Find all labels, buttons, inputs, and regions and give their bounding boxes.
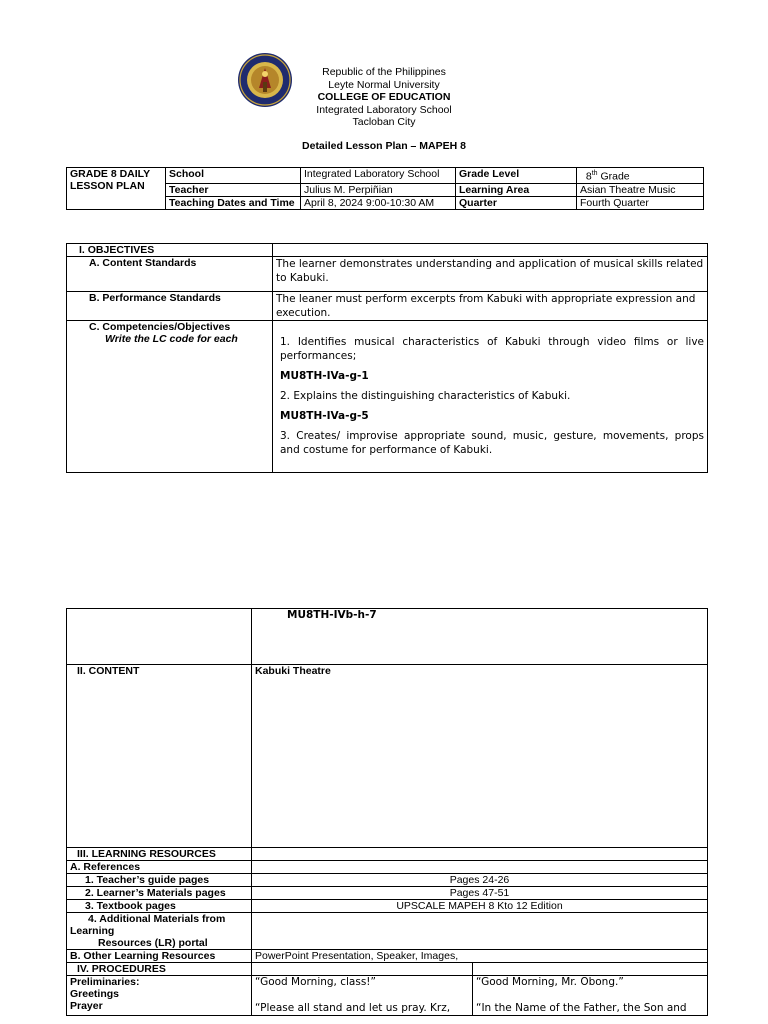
lc-code-3: MU8TH-IVb-h-7 <box>287 609 377 621</box>
references-label: A. References <box>67 861 252 874</box>
teacher-label: Teacher <box>166 183 301 196</box>
lesson-content-table <box>66 608 708 1016</box>
content-text: Kabuki Theatre <box>252 665 708 848</box>
school-value: Integrated Laboratory School <box>301 168 456 184</box>
lc-code-2: MU8TH-IVa-g-5 <box>280 410 369 422</box>
procedures-label: IV. PROCEDURES <box>67 963 252 976</box>
teachers-guide-value: Pages 24-26 <box>252 874 708 887</box>
teacher-dialogue: “Good Morning, class!” “Please all stand and let us pray. Krz, <box>252 976 473 1016</box>
student-dialogue: “Good Morning, Mr. Obong.” “In the Name of the Father, the Son and <box>473 976 708 1016</box>
quarter-value: Fourth Quarter <box>577 196 704 209</box>
dates-value: April 8, 2024 9:00-10:30 AM <box>301 196 456 209</box>
header-school: Integrated Laboratory School <box>316 103 452 116</box>
grade-label: Grade Level <box>456 168 577 184</box>
teacher-value: Julius M. Perpiñian <box>301 183 456 196</box>
grade-value: 8th Grade <box>577 168 704 184</box>
competencies-sublabel: Write the LC code for each <box>105 333 238 345</box>
performance-standards-label: B. Performance Standards <box>67 292 273 321</box>
content-standards-text: The learner demonstrates understanding and application of musical skills related to Kabuki. <box>273 257 708 292</box>
learners-materials-value: Pages 47-51 <box>252 887 708 900</box>
competencies-text <box>273 321 708 473</box>
learners-materials-label: 2. Learner’s Materials pages <box>67 887 252 900</box>
dates-label: Teaching Dates and Time <box>166 196 301 209</box>
area-label: Learning Area <box>456 183 577 196</box>
lc-code-1: MU8TH-IVa-g-1 <box>280 370 369 382</box>
additional-materials-label: 4. Additional Materials from Learning Resources (LR) portal <box>67 913 252 950</box>
preliminaries-label: Preliminaries: Greetings Prayer <box>67 976 252 1016</box>
objectives-table <box>66 243 708 473</box>
quarter-label: Quarter <box>456 196 577 209</box>
content-standards-label: A. Content Standards <box>67 257 273 292</box>
performance-standards-text: The leaner must perform excerpts from Kabuki with appropriate expression and execution. <box>273 292 708 321</box>
other-resources-value: PowerPoint Presentation, Speaker, Images, <box>252 950 708 963</box>
textbook-value: UPSCALE MAPEH 8 Kto 12 Edition <box>252 900 708 913</box>
header-university: Leyte Normal University <box>328 78 440 91</box>
other-resources-label: B. Other Learning Resources <box>67 950 252 963</box>
objective-item-2: 2. Explains the distinguishing characteristics of Kabuki. <box>280 390 571 402</box>
objectives-heading: I. OBJECTIVES <box>67 244 273 257</box>
school-label: School <box>166 168 301 184</box>
content-label: II. CONTENT <box>67 665 252 848</box>
textbook-label: 3. Textbook pages <box>67 900 252 913</box>
area-value: Asian Theatre Music <box>577 183 704 196</box>
objective-item-1: 1. Identifies musical characteristics of Kabuki through video films or live performances; <box>280 336 704 362</box>
dlp-heading: GRADE 8 DAILY LESSON PLAN <box>67 168 166 210</box>
header-city: Tacloban City <box>352 116 416 128</box>
lesson-info-table <box>66 167 704 210</box>
teachers-guide-label: 1. Teacher’s guide pages <box>67 874 252 887</box>
header-college: COLLEGE OF EDUCATION <box>317 91 451 103</box>
competencies-label: C. Competencies/Objectives Write the LC code for each <box>67 321 273 473</box>
document-header <box>284 66 484 129</box>
objective-item-3: 3. Creates/ improvise appropriate sound, music, gesture, movements, props and costume for performance of Kabuki. <box>280 430 704 456</box>
header-country: Republic of the Philippines <box>322 66 446 78</box>
lesson-plan-title: Detailed Lesson Plan – MAPEH 8 <box>302 140 466 152</box>
resources-label: III. LEARNING RESOURCES <box>67 848 252 861</box>
